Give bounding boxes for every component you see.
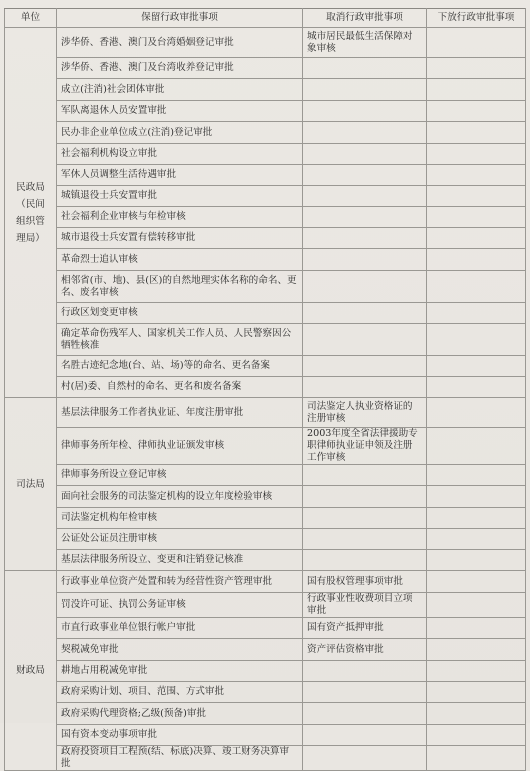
table-row	[5, 486, 526, 508]
retain-cell: 律师事务所设立登记审核	[57, 465, 303, 486]
table-row	[5, 186, 526, 207]
delegate-cell	[427, 122, 526, 144]
delegate-cell	[427, 550, 526, 571]
table-row	[5, 508, 526, 529]
table-row	[5, 593, 526, 618]
table-header-row	[5, 9, 526, 28]
cancel-cell	[303, 58, 427, 79]
cancel-cell	[303, 228, 427, 249]
delegate-cell	[427, 703, 526, 725]
cancel-cell: 司法鉴定人执业资格证的注册审核	[303, 398, 427, 428]
table-row	[5, 101, 526, 122]
cancel-cell	[303, 661, 427, 682]
unit-label-line: 政	[25, 665, 36, 676]
table-row	[5, 271, 526, 303]
cancel-cell	[303, 249, 427, 271]
cancel-cell: 国有股权管理事项审批	[303, 571, 427, 593]
delegate-cell	[427, 58, 526, 79]
unit-label-line: 局	[35, 665, 45, 676]
cancel-cell	[303, 465, 427, 486]
delegate-cell	[427, 249, 526, 271]
retain-cell: 政府采购计划、项目、范围、方式审批	[57, 682, 303, 703]
retain-cell: 涉华侨、香港、澳门及台湾婚姻登记审批	[57, 28, 303, 58]
unit-label-line: 法	[25, 478, 36, 490]
cancel-cell	[303, 165, 427, 186]
table-row	[5, 725, 526, 746]
retain-cell: 行政事业单位资产处置和转为经营性资产管理审批	[57, 571, 303, 593]
retain-cell: 名胜古迹纪念地(台、站、场)等的命名、更名备案	[57, 356, 303, 377]
table-row	[5, 529, 526, 550]
retain-cell: 基层法律服务所设立、变更和注销登记核准	[57, 550, 303, 571]
cancel-cell	[303, 703, 427, 725]
table-row	[5, 377, 526, 398]
table-row	[5, 398, 526, 428]
retain-cell: 成立(注消)社会团体审批	[57, 79, 303, 101]
delegate-cell	[427, 571, 526, 593]
unit-cell	[5, 571, 57, 771]
table-row	[5, 122, 526, 144]
delegate-cell	[427, 356, 526, 377]
unit-cell	[5, 28, 57, 398]
table-body	[5, 28, 526, 771]
delegate-cell	[427, 28, 526, 58]
cancel-cell	[303, 122, 427, 144]
delegate-cell	[427, 682, 526, 703]
delegate-cell	[427, 639, 526, 661]
cancel-cell	[303, 356, 427, 377]
approval-items-table	[4, 8, 526, 771]
unit-label-line: 局	[35, 478, 45, 490]
delegate-cell	[427, 303, 526, 324]
table-row	[5, 682, 526, 703]
delegate-cell	[427, 186, 526, 207]
delegate-cell	[427, 165, 526, 186]
cancel-cell	[303, 324, 427, 356]
unit-label-line: 司	[16, 478, 26, 490]
delegate-cell	[427, 661, 526, 682]
retain-cell: 军队离退休人员安置审批	[57, 101, 303, 122]
cancel-cell	[303, 207, 427, 228]
delegate-cell	[427, 593, 526, 618]
retain-cell: 国有资本变动事项审批	[57, 725, 303, 746]
delegate-cell	[427, 101, 526, 122]
delegate-cell	[427, 207, 526, 228]
cancel-cell	[303, 529, 427, 550]
cancel-cell	[303, 377, 427, 398]
delegate-cell	[427, 79, 526, 101]
retain-cell: 基层法律服务工作者执业证、年度注册审批	[57, 398, 303, 428]
retain-cell: 社会福利企业审核与年检审核	[57, 207, 303, 228]
header-retain: 保留行政审批事项	[57, 9, 303, 28]
unit-label-line: 财	[16, 665, 26, 676]
retain-cell: 契税减免审批	[57, 639, 303, 661]
cancel-cell	[303, 79, 427, 101]
unit-label-line: 理局）	[16, 232, 45, 244]
unit-label-line: 民政局	[16, 181, 45, 193]
retain-cell: 行政区划变更审核	[57, 303, 303, 324]
retain-cell: 政府采购代理资格;乙级(预备)审批	[57, 703, 303, 725]
table-row	[5, 639, 526, 661]
retain-cell: 司法鉴定机构年检审核	[57, 508, 303, 529]
table-row	[5, 165, 526, 186]
table-row	[5, 661, 526, 682]
delegate-cell	[427, 398, 526, 428]
header-cancel: 取消行政审批事项	[303, 9, 427, 28]
retain-cell: 市直行政事业单位银行帐户审批	[57, 618, 303, 639]
table-row	[5, 618, 526, 639]
table-row	[5, 428, 526, 465]
cancel-cell	[303, 508, 427, 529]
retain-cell: 革命烈士追认审核	[57, 249, 303, 271]
cancel-cell	[303, 186, 427, 207]
delegate-cell	[427, 271, 526, 303]
table-row	[5, 58, 526, 79]
unit-label-line: （民间	[16, 198, 45, 210]
table-row	[5, 550, 526, 571]
retain-cell: 村(居)委、自然村的命名、更名和废名备案	[57, 377, 303, 398]
unit-cell	[5, 398, 57, 571]
table-row	[5, 144, 526, 165]
cancel-cell: 行政事业性收费项目立项审批	[303, 593, 427, 618]
table-row	[5, 303, 526, 324]
table-row	[5, 465, 526, 486]
header-unit: 单位	[5, 9, 57, 28]
table-row	[5, 207, 526, 228]
table-row	[5, 746, 526, 771]
retain-cell: 政府投资项目工程预(结、标底)决算、竣工财务决算审批	[57, 746, 303, 771]
table-row	[5, 324, 526, 356]
cancel-cell	[303, 682, 427, 703]
table-row	[5, 571, 526, 593]
cancel-cell: 城市居民最低生活保障对象审核	[303, 28, 427, 58]
cancel-cell	[303, 725, 427, 746]
cancel-cell	[303, 303, 427, 324]
retain-cell: 相邻省(市、地)、县(区)的自然地理实体名称的命名、更名、废名审核	[57, 271, 303, 303]
retain-cell: 城市退役士兵安置有偿转移审批	[57, 228, 303, 249]
retain-cell: 军休人员调整生活待遇审批	[57, 165, 303, 186]
retain-cell: 面向社会服务的司法鉴定机构的设立年度检验审核	[57, 486, 303, 508]
retain-cell: 律师事务所年检、律师执业证颁发审核	[57, 428, 303, 465]
delegate-cell	[427, 508, 526, 529]
delegate-cell	[427, 377, 526, 398]
table-row	[5, 249, 526, 271]
delegate-cell	[427, 529, 526, 550]
table-row	[5, 28, 526, 58]
table-row	[5, 79, 526, 101]
table-row	[5, 703, 526, 725]
retain-cell: 城镇退役士兵安置审批	[57, 186, 303, 207]
delegate-cell	[427, 465, 526, 486]
cancel-cell	[303, 550, 427, 571]
retain-cell: 涉华侨、香港、澳门及台湾收养登记审批	[57, 58, 303, 79]
table-row	[5, 228, 526, 249]
delegate-cell	[427, 618, 526, 639]
cancel-cell	[303, 101, 427, 122]
unit-label-line: 组织管	[16, 215, 45, 227]
delegate-cell	[427, 228, 526, 249]
cancel-cell: 资产评估资格审批	[303, 639, 427, 661]
delegate-cell	[427, 428, 526, 465]
delegate-cell	[427, 144, 526, 165]
delegate-cell	[427, 324, 526, 356]
retain-cell: 耕地占用税减免审批	[57, 661, 303, 682]
retain-cell: 公证处公证员注册审核	[57, 529, 303, 550]
cancel-cell	[303, 144, 427, 165]
cancel-cell: 2003年度全省法律援助专职律师执业证申领及注册工作审核	[303, 428, 427, 465]
retain-cell: 民办非企业单位成立(注消)登记审批	[57, 122, 303, 144]
delegate-cell	[427, 746, 526, 771]
retain-cell: 确定革命伤残军人、国家机关工作人员、人民警察因公牺牲核准	[57, 324, 303, 356]
retain-cell: 罚没许可证、执罚公务证审核	[57, 593, 303, 618]
table-row	[5, 356, 526, 377]
cancel-cell: 国有资产抵押审批	[303, 618, 427, 639]
cancel-cell	[303, 746, 427, 771]
retain-cell: 社会福利机构设立审批	[57, 144, 303, 165]
cancel-cell	[303, 486, 427, 508]
cancel-cell	[303, 271, 427, 303]
header-delegate: 下放行政审批事项	[427, 9, 526, 28]
delegate-cell	[427, 725, 526, 746]
delegate-cell	[427, 486, 526, 508]
